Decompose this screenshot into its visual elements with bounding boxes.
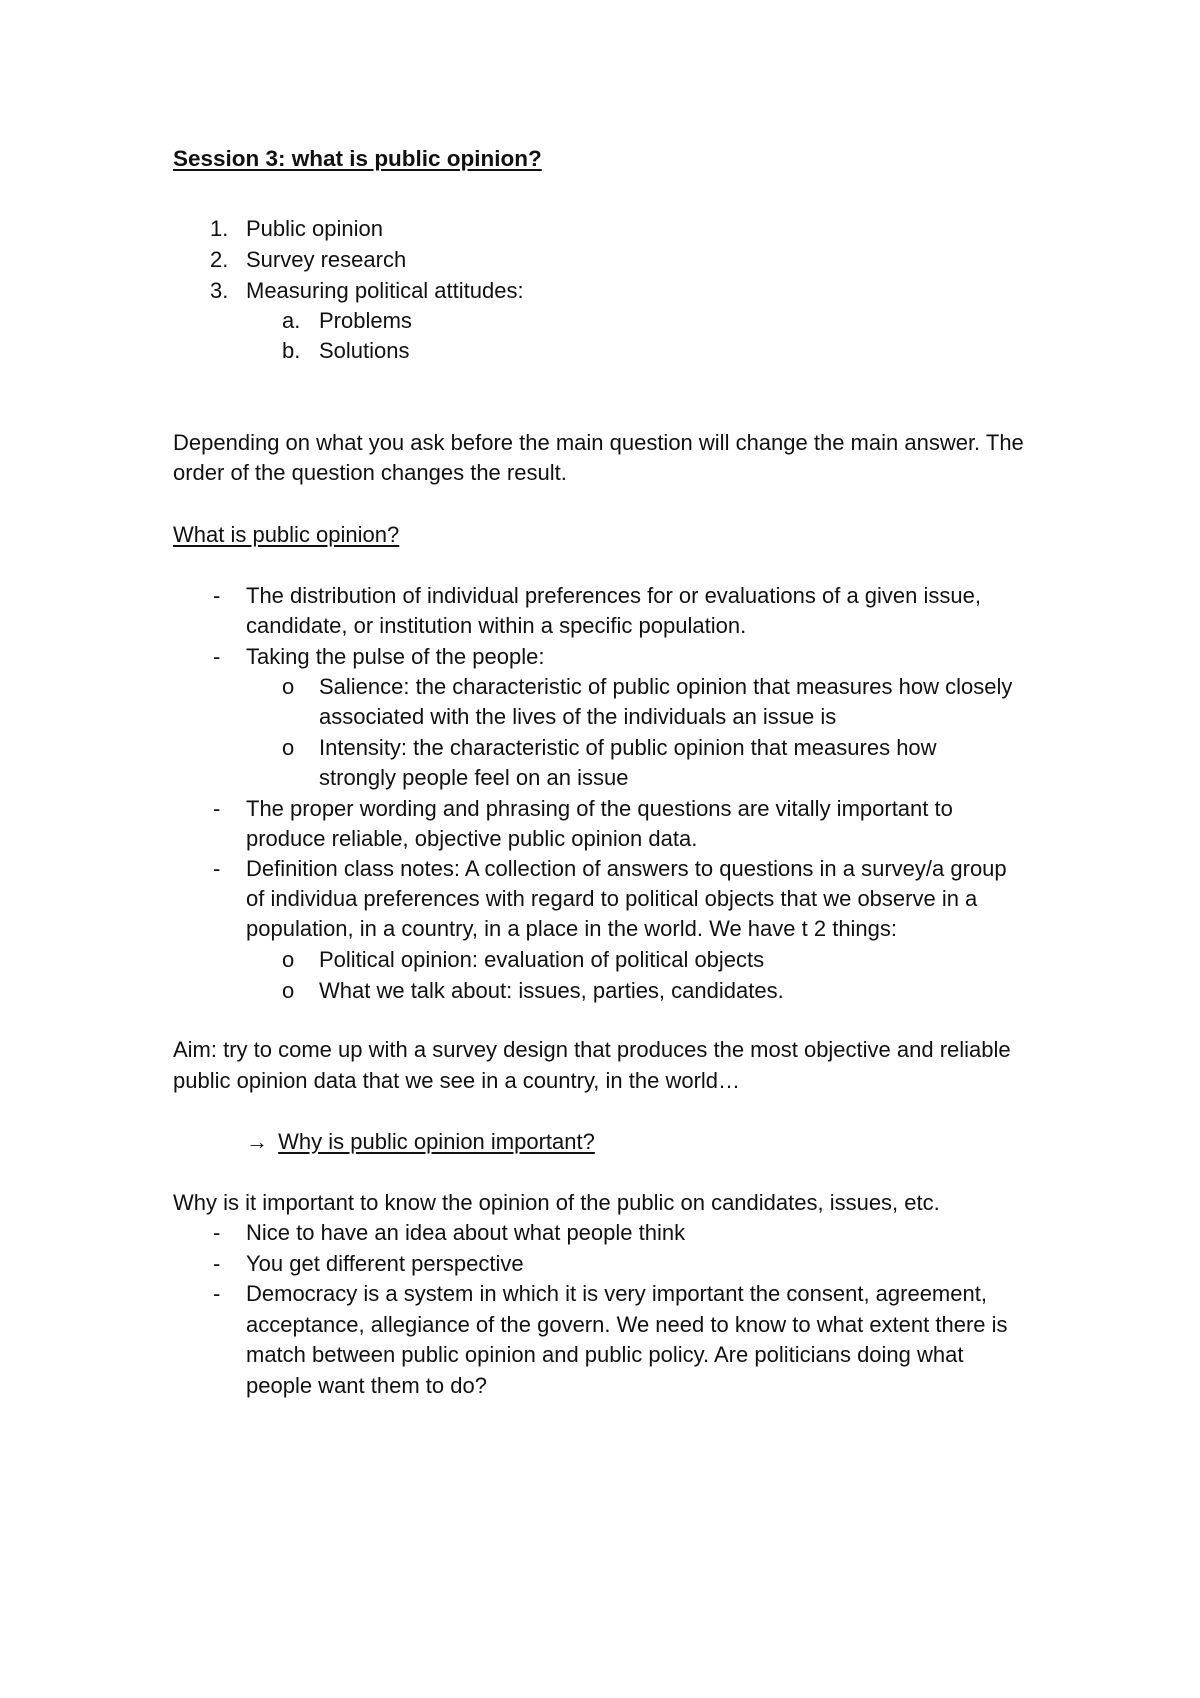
outline-text: Survey research <box>246 247 407 272</box>
outline-number: 1. <box>210 216 229 241</box>
list-item-line: Taking the pulse of the people: <box>246 644 545 669</box>
list-item-line: acceptance, allegiance of the govern. We need to know to what extent there is <box>246 1312 1008 1337</box>
dash-bullet: - <box>213 1220 221 1245</box>
list-item-line: The proper wording and phrasing of the questions are vitally important to <box>246 796 953 821</box>
arrow-right-icon: → <box>246 1129 268 1154</box>
sub-item-line: Intensity: the characteristic of public opinion that measures how <box>319 735 937 760</box>
list-item-line: people want them to do? <box>246 1373 487 1398</box>
dash-bullet: - <box>213 856 221 881</box>
paragraph-line: Depending on what you ask before the main question will change the main answer. The <box>173 430 1024 455</box>
list-item-line: Democracy is a system in which it is very important the consent, agreement, <box>246 1281 987 1306</box>
outline-text: Public opinion <box>246 216 383 241</box>
sub-item-line: Salience: the characteristic of public opinion that measures how closely <box>319 674 1013 699</box>
list-item-line: population, in a country, in a place in the world. We have t 2 things: <box>246 916 898 941</box>
sub-item-line: associated with the lives of the individuals an issue is <box>319 704 837 729</box>
why-heading-row <box>246 1127 595 1158</box>
paragraph-line: Aim: try to come up with a survey design that produces the most objective and reliable <box>173 1037 1011 1062</box>
section-heading-why: Why is public opinion important? <box>278 1129 595 1154</box>
sub-item-line: What we talk about: issues, parties, candidates. <box>319 978 784 1003</box>
circle-bullet: o <box>282 735 295 760</box>
section-heading-public-opinion: What is public opinion? <box>173 522 400 547</box>
dash-bullet: - <box>213 1281 221 1306</box>
list-item-line: candidate, or institution within a specific population. <box>246 613 747 638</box>
circle-bullet: o <box>282 978 295 1003</box>
circle-bullet: o <box>282 947 295 972</box>
page-title: Session 3: what is public opinion? <box>173 146 542 171</box>
list-item-line: Definition class notes: A collection of answers to questions in a survey/a group <box>246 856 1007 881</box>
list-item-line: You get different perspective <box>246 1251 524 1276</box>
sub-item-line: Political opinion: evaluation of political objects <box>319 947 765 972</box>
dash-bullet: - <box>213 583 221 608</box>
sub-item-line: strongly people feel on an issue <box>319 765 629 790</box>
outline-subtext: Solutions <box>319 338 410 363</box>
list-item-line: produce reliable, objective public opinion data. <box>246 826 698 851</box>
list-item-line: The distribution of individual preferences for or evaluations of a given issue, <box>246 583 981 608</box>
dash-bullet: - <box>213 796 221 821</box>
outline-text: Measuring political attitudes: <box>246 278 524 303</box>
outline-letter: b. <box>282 338 301 363</box>
list-item-line: Nice to have an idea about what people think <box>246 1220 686 1245</box>
paragraph-line: order of the question changes the result. <box>173 460 567 485</box>
outline-number: 2. <box>210 247 229 272</box>
circle-bullet: o <box>282 674 295 699</box>
outline-letter: a. <box>282 308 301 333</box>
list-item-line: of individua preferences with regard to political objects that we observe in a <box>246 886 978 911</box>
paragraph-line: public opinion data that we see in a country, in the world… <box>173 1068 741 1093</box>
outline-number: 3. <box>210 278 229 303</box>
why-question: Why is it important to know the opinion of the public on candidates, issues, etc. <box>173 1190 940 1215</box>
dash-bullet: - <box>213 644 221 669</box>
dash-bullet: - <box>213 1251 221 1276</box>
list-item-line: match between public opinion and public policy. Are politicians doing what <box>246 1342 964 1367</box>
outline-subtext: Problems <box>319 308 412 333</box>
